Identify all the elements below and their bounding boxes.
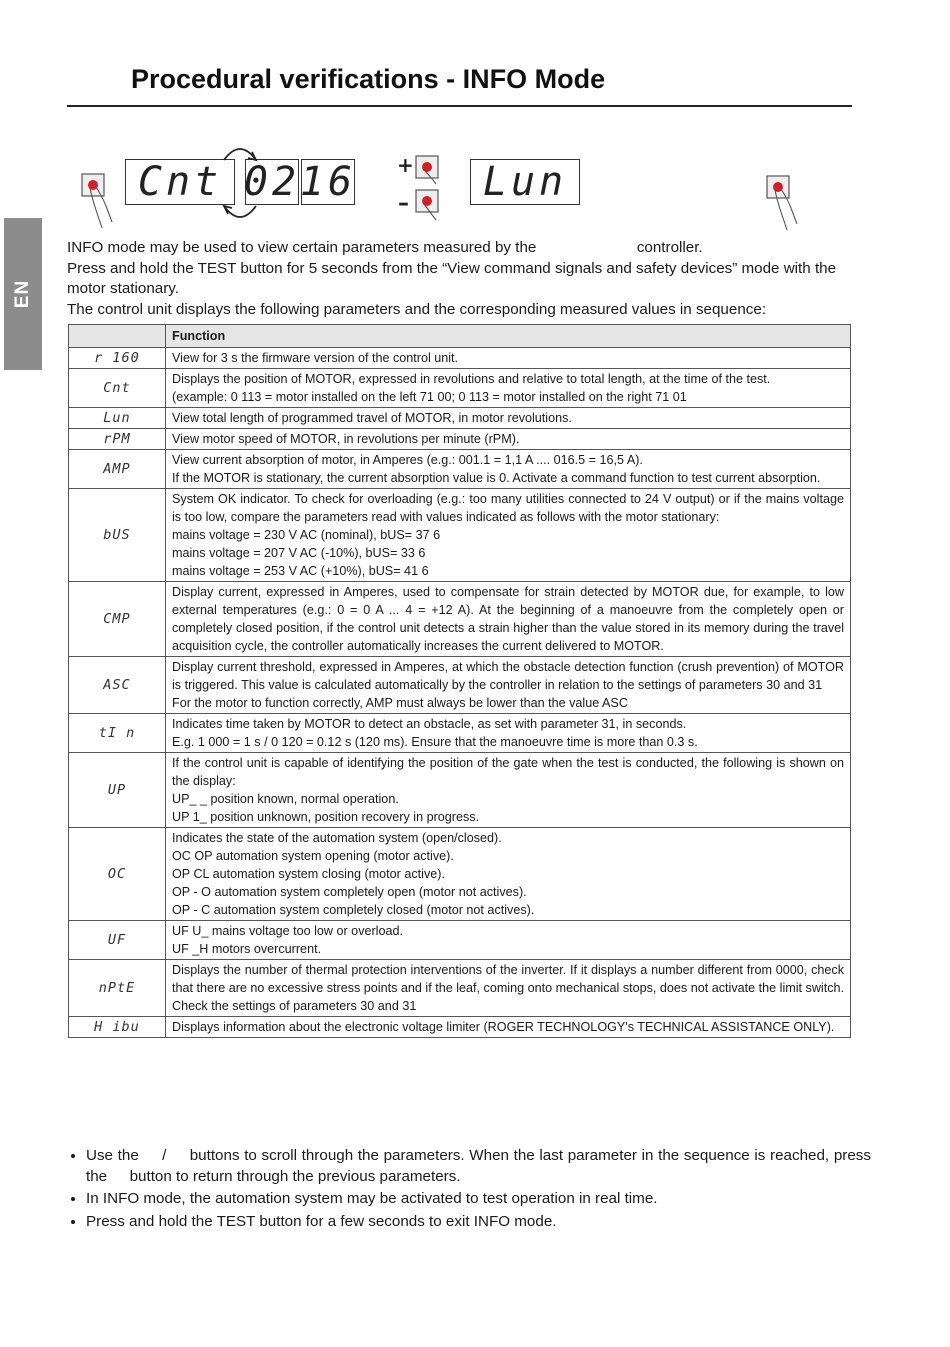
function-column-header: Function [166,325,851,348]
note-item [86,1146,871,1187]
parameter-description [166,1017,851,1038]
parameter-description [166,450,851,489]
language-label: EN [12,279,33,309]
parameter-code: OC [69,828,166,921]
description-line: View for 3 s the firmware version of the control unit. [172,351,459,365]
description-line: Indicates time taken by MOTOR to detect an obstacle, as set with parameter 31, in seconds. [172,717,687,731]
notes-list [67,1146,871,1234]
description-line: OP - C automation system completely closed (motor not actives). [172,903,535,917]
note-item [86,1212,871,1233]
table-row [69,429,851,450]
description-line: For the motor to function correctly, AMP must always be lower than the value ASC [172,696,628,710]
parameter-code: AMP [69,450,166,489]
display-cnt-text: Cnt [137,159,223,205]
display-digits-right-text: 16 [299,159,357,205]
parameter-code: H ibu [69,1017,166,1038]
plus-minus-buttons-icon [396,154,446,224]
parameter-description [166,921,851,960]
info-mode-diagram [0,140,950,240]
parameter-code: Cnt [69,369,166,408]
description-line: (example: 0 113 = motor installed on the left 71 00; 0 113 = motor installed on the right 71 01 [172,390,687,404]
description-line: Displays information about the electronic voltage limiter (ROGER TECHNOLOGY's TECHNICAL ASSISTANCE ONLY). [172,1020,835,1034]
parameter-description [166,429,851,450]
parameter-code: nPtE [69,960,166,1017]
note-item [86,1189,871,1210]
parameter-code: tI n [69,714,166,753]
display-digits-right [301,159,355,205]
description-line: UP 1_ position unknown, position recovery in progress. [172,810,480,824]
description-line: E.g. 1 000 = 1 s / 0 120 = 0.12 s (120 ms). Ensure that the manoeuvre time is more than 0.3 s. [172,735,698,749]
table-row [69,582,851,657]
parameter-description [166,489,851,582]
parameter-description [166,657,851,714]
description-line: Displays the position of MOTOR, expressed in revolutions and relative to total length, at the time of the test. [172,372,771,386]
note-text: In INFO mode, the automation system may be activated to test operation in real time. [86,1190,658,1207]
description-line: OC OP automation system opening (motor active). [172,849,454,863]
table-row [69,369,851,408]
description-line: If the control unit is capable of identifying the position of the gate when the test is conducted, the following is shown on the display: [172,756,844,788]
description-line: UP_ _ position known, normal operation. [172,792,399,806]
title-divider [67,105,852,107]
parameter-description [166,348,851,369]
intro-line-1a: INFO mode may be used to view certain parameters measured by the [67,239,537,256]
cycle-arrow-top-icon [220,140,260,162]
table-header-row [69,325,851,348]
parameter-code: rPM [69,429,166,450]
parameter-description [166,753,851,828]
note-text: / [162,1147,167,1164]
intro-line-1b: controller. [636,239,703,256]
intro-text [67,238,857,320]
description-line: Check the settings of parameters 30 and 31 [172,999,417,1013]
description-line: If the MOTOR is stationary, the current absorption value is 0. Activate a command function to test current absorption. [172,471,821,485]
language-tab [4,218,42,370]
table-row [69,960,851,1017]
parameter-description [166,369,851,408]
parameter-description [166,960,851,1017]
parameter-description [166,582,851,657]
parameter-description [166,714,851,753]
note-text: button to return through the previous parameters. [129,1167,461,1185]
description-line: OP CL automation system closing (motor active). [172,867,445,881]
display-digits-left-text: 02 [243,159,301,205]
description-line: mains voltage = 230 V AC (nominal), bUS= 37 6 [172,528,441,542]
description-line: Display current threshold, expressed in Amperes, at which the obstacle detection function (crush prevention) of MOTOR is triggered. This value is calculated automatically by the controller in relation to the settings of parameters 30 and 31 [172,660,844,692]
table-row [69,657,851,714]
parameter-code: r 160 [69,348,166,369]
table-row [69,408,851,429]
note-text: Use the [86,1147,139,1164]
parameters-table-body [69,348,851,1038]
description-line: Display current, expressed in Amperes, used to compensate for strain detected by MOTOR due, for example, to low external temperatures (e.g.: 0 = 0 A ... 4 = +12 A). At the beginning of a manoeuvre from the completely open or completely closed position, if the control unit detects a strain higher than the value stored in its memory during the travel acquisition cycle, the controller automatically increases the current delivered to MOTOR. [172,585,844,653]
table-row [69,921,851,960]
intro-line-3: The control unit displays the following parameters and the corresponding measured values in sequence: [67,300,767,318]
parameter-description [166,408,851,429]
parameters-table [68,324,851,1038]
note-text: buttons to scroll through the parameters. When the last parameter in the sequence is reached, press the [86,1147,871,1185]
table-row [69,489,851,582]
description-line: UF U_ mains voltage too low or overload. [172,924,403,938]
parameter-code: UF [69,921,166,960]
description-line: Displays the number of thermal protection interventions of the inverter. If it displays a number different from 0000, check that there are no excessive stress points and if the leaf, coming onto mechanical stops, does not activate the limit switch. [172,963,845,995]
description-line: mains voltage = 253 V AC (+10%), bUS= 41 6 [172,564,429,578]
svg-text:+: + [397,154,414,177]
display-cnt [125,159,235,205]
parameter-code: ASC [69,657,166,714]
cycle-arrow-bottom-icon [220,204,260,226]
display-lun [470,159,580,205]
description-line: System OK indicator. To check for overloading (e.g.: too many utilities connected to 24 V output) or if the mains voltage is too low, compare the parameters read with values indicated as follows with the motor stationary: [172,492,844,524]
code-column-header [69,325,166,348]
intro-line-1 [67,238,857,259]
table-row [69,753,851,828]
table-row [69,348,851,369]
page-title: Procedural verifications - INFO Mode [131,64,606,94]
display-digits-left [245,159,299,205]
intro-line-2: Press and hold the TEST button for 5 seconds from the “View command signals and safety devices” mode with the motor stationary. [67,259,837,297]
svg-text:–: – [398,191,409,216]
table-row [69,714,851,753]
description-line: View current absorption of motor, in Amperes (e.g.: 001.1 = 1,1 A .... 016.5 = 16,5 A). [172,453,643,467]
finger-press-button-icon [80,170,120,232]
table-row [69,450,851,489]
note-text: Press and hold the TEST button for a few seconds to exit INFO mode. [86,1212,557,1230]
description-line: OP - O automation system completely open (motor not actives). [172,885,527,899]
parameter-code: bUS [69,489,166,582]
table-row [69,1017,851,1038]
parameter-code: Lun [69,408,166,429]
table-row [69,828,851,921]
parameter-description [166,828,851,921]
parameter-code: CMP [69,582,166,657]
parameter-code: UP [69,753,166,828]
description-line: mains voltage = 207 V AC (-10%), bUS= 33 6 [172,546,426,560]
description-line: View total length of programmed travel of MOTOR, in motor revolutions. [172,411,572,425]
display-lun-text: Lun [482,159,568,205]
description-line: Indicates the state of the automation system (open/closed). [172,831,502,845]
finger-press-button-right-icon [765,172,805,234]
description-line: UF _H motors overcurrent. [172,942,322,956]
description-line: View motor speed of MOTOR, in revolutions per minute (rPM). [172,432,520,446]
